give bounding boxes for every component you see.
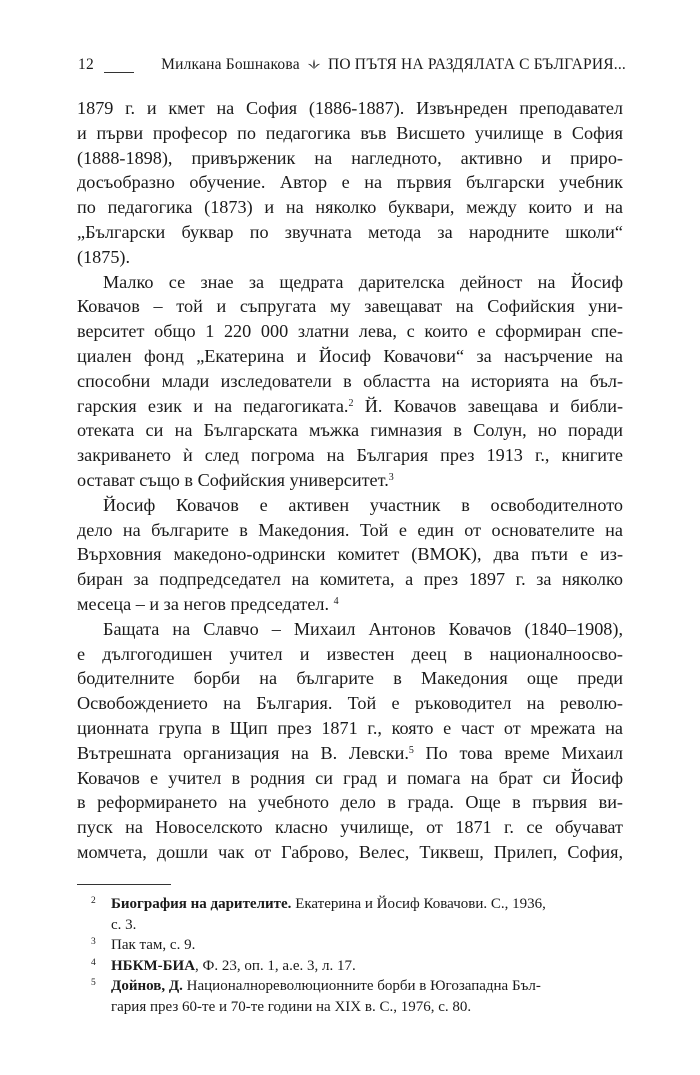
- footnote-text: Националнореволюционните борби в Югозападна Бъл-: [182, 978, 541, 994]
- text-line: Йосиф Ковачов е активен участник в освободителното: [103, 494, 623, 515]
- footnote-text: Пак там, с. 9.: [111, 937, 196, 953]
- paragraph-3: [77, 493, 623, 617]
- text-line: верситет общо 1 220 000 златни лева, с които е сформиран спе-: [77, 321, 623, 342]
- text-line: (1875).: [77, 246, 131, 267]
- footnote-ref-3[interactable]: 3: [388, 471, 394, 483]
- text-line: Бащата на Славчо – Михаил Антонов Ковачов (1840–1908),: [103, 618, 623, 639]
- paragraph-1: [77, 96, 623, 270]
- footnote-source: Биография на дарителите.: [111, 896, 292, 912]
- text-line: е дългогодишен учител и известен деец в националноосво-: [77, 643, 623, 664]
- footnote-ref-4[interactable]: 4: [333, 595, 339, 607]
- text-line: пуск на Новоселското класно училище, от 1871 г. се обучават: [77, 817, 623, 838]
- footnote-5: [77, 976, 623, 1017]
- footnote-text-cont: с. 3.: [111, 916, 137, 933]
- text-line: гарския език и на педагогиката.$^2$ Й. Ковачов завещава и библи-: [77, 395, 623, 416]
- text-line: момчета, дошли чак от Габрово, Велес, Тиквеш, Прилеп, София,: [77, 841, 623, 862]
- running-header: [70, 56, 626, 80]
- text-line: Ковачов е учител в родния си град и помага на брат си Йосиф: [77, 767, 623, 788]
- leaf-ornament-icon: [307, 58, 321, 70]
- text-line: закриването ѝ след погрома на България през 1913 г., книгите: [77, 445, 623, 466]
- text-line: отеката си на Българската мъжка гимназия в Солун, но поради: [77, 420, 623, 441]
- header-title: ПО ПЪТЯ НА РАЗДЯЛАТА С БЪЛГАРИЯ...: [327, 56, 626, 73]
- text-line: по педагогика (1873) и на няколко буквари, между които и на: [77, 197, 623, 218]
- main-text: [77, 96, 623, 865]
- footnote-text-cont: гария през 60-те и 70-те години на XIX в. С., 1976, с. 80.: [111, 998, 472, 1015]
- text-line: Освобождението на България. Той е ръководител на револю-: [77, 693, 623, 714]
- footnote-source: Дойнов, Д.: [111, 978, 183, 994]
- footnote-ref-5[interactable]: 5: [408, 744, 414, 756]
- footnote-number: 2: [91, 896, 96, 906]
- text-line: ционната група в Щип през 1871 г., която е част от мрежата на: [77, 717, 623, 738]
- footnote-4: [77, 956, 623, 977]
- text-line: месеца – и за негов председател. $^4$: [77, 593, 339, 614]
- text-line: биран за подпредседател на комитета, а през 1897 г. за няколко: [77, 569, 623, 590]
- footnote-number: 4: [91, 957, 96, 968]
- page-number: 12: [78, 56, 94, 73]
- text-line: и първи професор по педагогика във Висшето училище в София: [77, 122, 623, 143]
- header-author: Милкана Бошнакова: [161, 56, 300, 73]
- footnote-text: , Ф. 23, оп. 1, а.е. 3, л. 17.: [195, 957, 356, 974]
- text-line: (1888-1898), привърженик на нагледното, активно и приро-: [77, 147, 623, 168]
- text-line: циален фонд „Екатерина и Йосиф Ковачови“ за насърчение на: [77, 345, 623, 366]
- running-title: [161, 56, 626, 74]
- footnote-source: НБКМ-БИА: [111, 957, 196, 974]
- page-number-rule: [104, 72, 134, 73]
- text-line: Върховния македоно-одрински комитет (ВМОК), два пъти е из-: [77, 544, 623, 565]
- footnote-text: Екатерина и Йосиф Ковачови. С., 1936,: [291, 896, 546, 912]
- paragraph-2: [77, 270, 623, 493]
- footnote-ref-2[interactable]: 2: [348, 397, 354, 409]
- paragraph-4: [77, 617, 623, 865]
- text-line: остават също в Софийския университет.$^3$: [77, 469, 394, 490]
- text-line: в реформирането на учебното дело в града. Още в първия ви-: [77, 792, 623, 813]
- text-line: Вътрешната организация на В. Левски.$^5$ По това време Михаил: [77, 742, 623, 763]
- text-line: 1879 г. и кмет на София (1886-1887). Извънреден преподавател: [77, 98, 623, 118]
- footnote-number: 5: [91, 978, 96, 988]
- footnotes: [77, 894, 623, 1017]
- footnote-number: 3: [91, 937, 96, 947]
- text-line: бодителните борби на българите в Македония още преди: [77, 668, 623, 689]
- footnote-separator: [77, 884, 171, 885]
- text-line: досъобразно обучение. Автор е на първия български учебник: [77, 172, 623, 193]
- text-line: способни млади изследователи в областта на историята на бъл-: [77, 370, 623, 391]
- text-line: Ковачов – той и съпругата му завещават на Софийския уни-: [77, 296, 623, 317]
- text-line: „Български буквар по звучната метода за народните школи“: [77, 221, 623, 242]
- text-line: Малко се знае за щедрата дарителска дейност на Йосиф: [103, 271, 623, 292]
- footnote-3: [77, 935, 623, 956]
- footnote-2: [77, 894, 623, 935]
- text-line: дело на българите в Македония. Той е един от основателите на: [77, 519, 623, 540]
